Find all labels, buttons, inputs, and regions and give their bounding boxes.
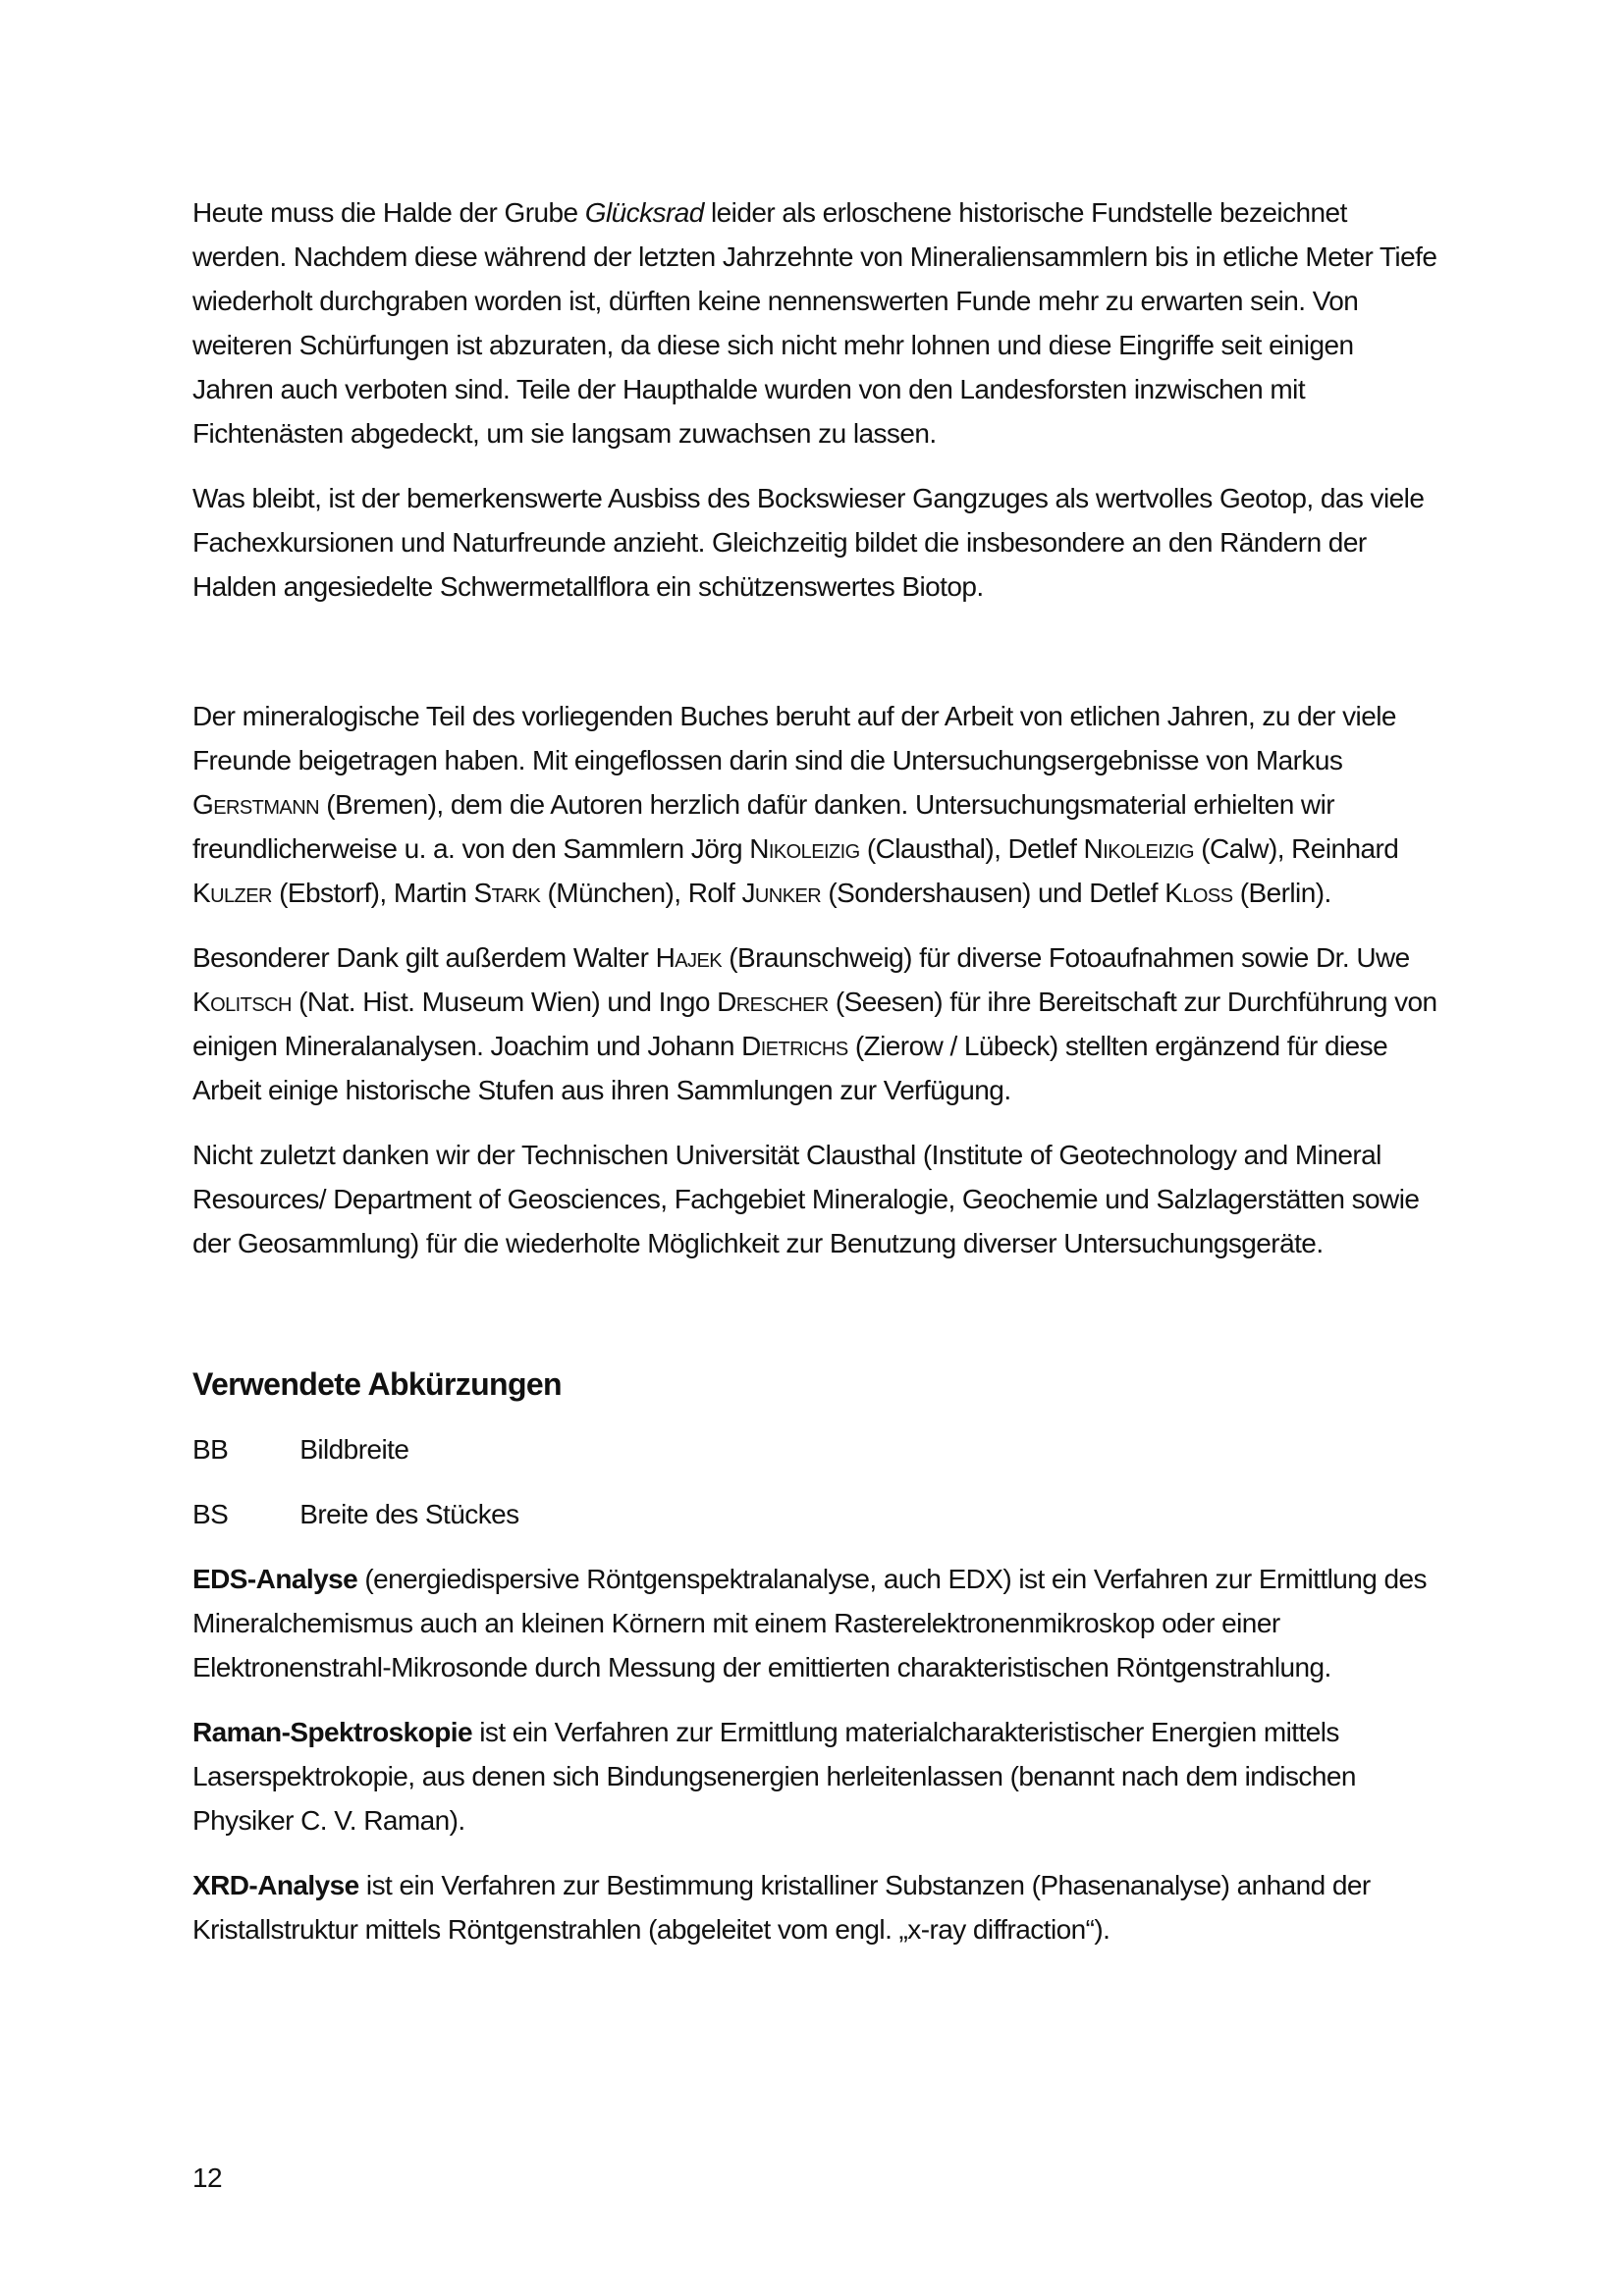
text-run: Junker	[741, 878, 822, 908]
text-run: Nikoleizig	[749, 833, 860, 864]
text-run: Was bleibt, ist der bemerkenswerte Ausbiss des Bockswieser Gangzuges als wertvolles Geotop, das viele Fachexkursionen und Naturfreunde anzieht. Gleichzeitig bildet die insbesondere an den Rändern der Halden angesiedelte Schwermetallflora ein schützenswertes Biotop.	[192, 483, 1425, 602]
text-run: (Zierow / Lübeck) stellten ergänzend für diese Arbeit einige historische Stufen aus ihren Sammlungen zur Verfügung.	[192, 1031, 1388, 1105]
paragraph-halde-gluecksrad	[192, 190, 1439, 455]
abbreviation-definition: Bildbreite	[299, 1434, 409, 1465]
text-run: (Sondershausen) und Detlef	[821, 878, 1165, 908]
paragraph-danksagung-universitaet	[192, 1133, 1439, 1265]
text-run: (energiedispersive Röntgenspektralanalyse, auch EDX) ist ein Verfahren zur Ermittlung des Mineralchemismus auch an kleinen Körnern mit einem Rasterelektronenmikroskop oder einer Elektronenstrahl-Mikrosonde durch Messung der emittierten charakteristischen Röntgenstrahlung.	[192, 1564, 1427, 1682]
text-run: (Berlin).	[1232, 878, 1331, 908]
text-run: Kulzer	[192, 878, 272, 908]
text-run: (Clausthal), Detlef	[859, 833, 1084, 864]
blank-line	[192, 1286, 1439, 1351]
paragraph-eds-analyse	[192, 1557, 1439, 1689]
abbreviation-term: BS	[192, 1499, 229, 1529]
text-run: EDS-Analyse	[192, 1564, 358, 1594]
text-run: Drescher	[717, 987, 829, 1017]
text-run: (Bremen), dem die Autoren herzlich dafür danken. Untersuchungsmaterial erhielten wir freundlicherweise u. a. von den Sammlern Jörg	[192, 789, 1335, 864]
text-run: Kolitsch	[192, 987, 292, 1017]
text-run: Hajek	[655, 942, 723, 973]
paragraph-danksagung-analysen	[192, 935, 1439, 1112]
text-run: Gerstmann	[192, 789, 319, 820]
abbreviation-row	[192, 1427, 1439, 1471]
abbreviation-definition: Breite des Stückes	[299, 1499, 519, 1529]
paragraph-geotop-biotop	[192, 476, 1439, 609]
page-content	[192, 190, 1439, 1972]
text-run: (München), Rolf	[540, 878, 742, 908]
page-number: 12	[192, 2163, 223, 2193]
text-run: leider als erloschene historische Fundstelle bezeichnet werden. Nachdem diese während der letzten Jahrzehnte von Mineraliensammlern bis in etliche Meter Tiefe wiederholt durchgraben worden ist, dürften keine nennenswerten Funde mehr zu erwarten sein. Von weiteren Schürfungen ist abzuraten, da diese sich nicht mehr lohnen und diese Eingriffe seit einigen Jahren auch verboten sind. Teile der Haupthalde wurden von den Landesforsten inzwischen mit Fichtenästen abgedeckt, um sie langsam zuwachsen zu lassen.	[192, 197, 1437, 449]
abbreviation-term: BB	[192, 1434, 229, 1465]
text-run: Nikoleizig	[1083, 833, 1194, 864]
blank-line	[192, 629, 1439, 694]
section-heading-abkuerzungen: Verwendete Abkürzungen	[192, 1366, 562, 1402]
text-run: Stark	[473, 878, 541, 908]
text-run: XRD-Analyse	[192, 1870, 359, 1900]
text-run: ist ein Verfahren zur Bestimmung kristalliner Substanzen (Phasenanalyse) anhand der Kristallstruktur mittels Röntgenstrahlen (abgeleitet vom engl. „x-ray diffraction“).	[192, 1870, 1371, 1945]
paragraph-raman-spektroskopie	[192, 1710, 1439, 1842]
text-run: Raman-Spektroskopie	[192, 1717, 473, 1747]
text-run: Besonderer Dank gilt außerdem Walter	[192, 942, 656, 973]
text-run: Nicht zuletzt danken wir der Technischen Universität Clausthal (Institute of Geotechnology and Mineral Resources/ Department of Geosciences, Fachgebiet Mineralogie, Geochemie und Salzlagerstätten sowie der Geosammlung) für die wiederholte Möglichkeit zur Benutzung diverser Untersuchungsgeräte.	[192, 1140, 1420, 1258]
abbreviation-row	[192, 1492, 1439, 1536]
text-run: (Calw), Reinhard	[1193, 833, 1399, 864]
paragraph-xrd-analyse	[192, 1863, 1439, 1951]
text-run: Glücksrad	[584, 197, 704, 228]
text-run: Kloss	[1164, 878, 1233, 908]
text-run: Der mineralogische Teil des vorliegenden Buches beruht auf der Arbeit von etlichen Jahren, zu der viele Freunde beigetragen haben. Mit eingeflossen darin sind die Untersuchungsergebnisse von Markus	[192, 701, 1396, 775]
text-run: (Seesen) für ihre Bereitschaft zur Durchführung von einigen Mineralanalysen. Joachim und Johann	[192, 987, 1437, 1061]
text-run: Heute muss die Halde der Grube	[192, 197, 585, 228]
paragraph-danksagung-sammler	[192, 694, 1439, 915]
text-run: ist ein Verfahren zur Ermittlung materialcharakteristischer Energien mittels Laserspektrokopie, aus denen sich Bindungsenergien herleitenlassen (benannt nach dem indischen Physiker C. V. Raman).	[192, 1717, 1356, 1836]
text-run: Dietrichs	[741, 1031, 848, 1061]
text-run: (Braunschweig) für diverse Fotoaufnahmen sowie Dr. Uwe	[722, 942, 1410, 973]
text-run: (Nat. Hist. Museum Wien) und Ingo	[291, 987, 718, 1017]
text-run: (Ebstorf), Martin	[271, 878, 474, 908]
